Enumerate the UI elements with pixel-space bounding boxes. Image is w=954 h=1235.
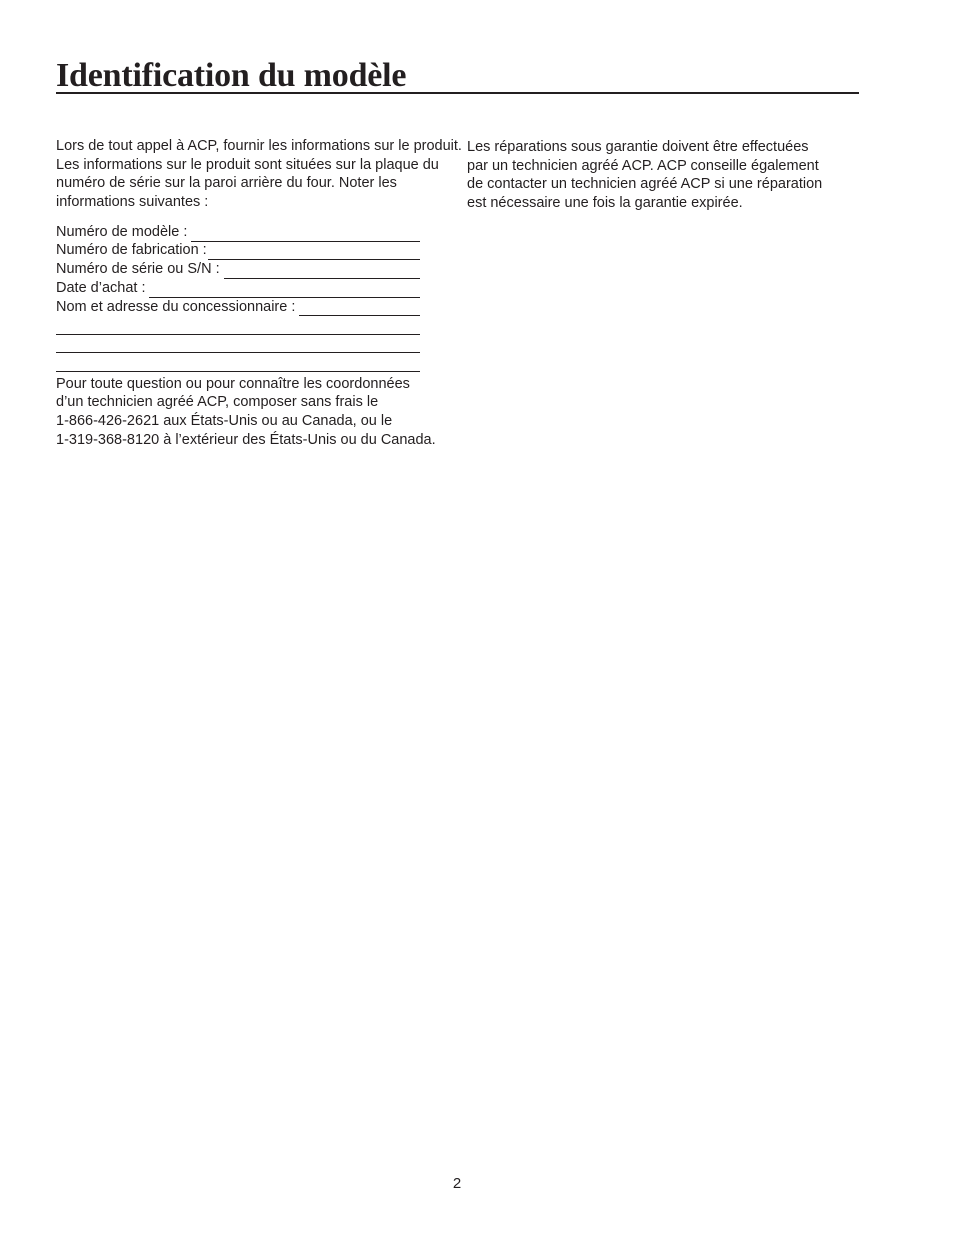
contact-line: Pour toute question ou pour connaître les coordonnées [56,375,410,392]
manufacturing-number-field[interactable] [56,242,420,261]
intro-paragraph: Lors de tout appel à ACP, fournir les informations sur le produit. Les informations sur le produit sont situées sur la plaque du numéro de série sur la paroi arrière du four. Noter les informations suivantes : [56,138,462,211]
model-number-field[interactable] [56,223,420,242]
model-number-blank[interactable] [191,227,420,242]
title-rule [56,56,859,94]
left-column [56,137,466,450]
contact-line: d’un technicien agréé ACP, composer sans frais le [56,394,379,411]
purchase-date-label: Date d’achat : [56,279,146,296]
product-info-form [56,223,420,372]
serial-number-field[interactable] [56,260,420,279]
serial-number-blank[interactable] [224,264,420,279]
page-number: 2 [452,1175,462,1192]
model-number-label: Numéro de modèle : [56,223,188,240]
page-title: Identification du modèle [56,57,407,94]
dealer-field[interactable] [56,298,420,317]
dealer-address-line-3[interactable] [56,353,420,372]
dealer-blank[interactable] [299,301,420,316]
dealer-address-line-2[interactable] [56,335,420,354]
warranty-line: est nécessaire une fois la garantie expirée. [467,195,743,212]
warranty-line: de contacter un technicien agréé ACP si une réparation [467,176,823,193]
warranty-line: par un technicien agréé ACP. ACP conseille également [467,157,819,174]
contact-paragraph [56,375,466,450]
manufacturing-number-label: Numéro de fabrication : [56,242,207,259]
dealer-label: Nom et adresse du concessionnaire : [56,298,296,315]
right-column [467,138,862,213]
manufacturing-number-blank[interactable] [208,245,420,260]
warranty-paragraph [467,138,862,213]
warranty-line: Les réparations sous garantie doivent être effectuées [467,139,809,155]
purchase-date-blank[interactable] [149,283,420,298]
contact-line: 1-319-368-8120 à l’extérieur des États-Unis ou du Canada. [56,431,436,448]
dealer-address-line-1[interactable] [56,316,420,335]
contact-line: 1-866-426-2621 aux États-Unis ou au Canada, ou le [56,413,393,430]
serial-number-label: Numéro de série ou S/N : [56,261,220,278]
purchase-date-field[interactable] [56,279,420,298]
